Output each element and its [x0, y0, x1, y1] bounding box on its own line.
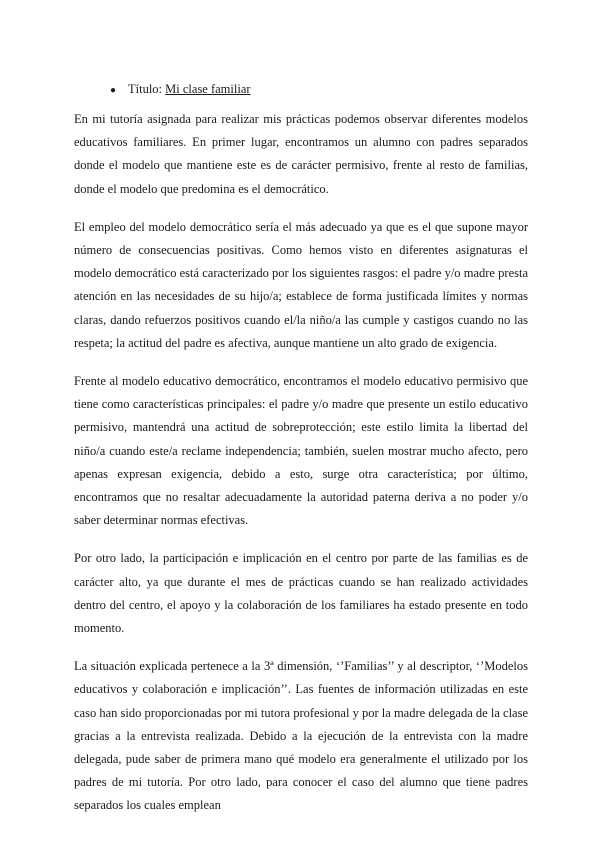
bullet-icon: ●	[110, 85, 117, 96]
paragraph-1: En mi tutoría asignada para realizar mis prácticas podemos observar diferentes modelos educativos familiares. En primer lugar, encontramos un alumno con padres separados donde el modelo que mantiene este es de carácter permisivo, frente al resto de familias, donde el modelo que predomina es el democrático.	[74, 112, 528, 196]
paragraph-5: La situación explicada pertenece a la 3ª dimensión, ‘’Familias’’ y al descriptor, ‘’Modelos educativos y colaboración e implicación’’. Las fuentes de información utilizadas en este caso han sido proporcionadas por mi tutora profesional y por la madre delegada de la clase gracias a la entrevista realizada. Debido a la ejecución de la entrevista con la madre delegada, pude saber de primera mano qué modelo era generalmente el utilizado por los padres de mi tutoría. Por otro lado, para conocer el caso del alumno que tiene padres separados los cuales emplean	[74, 659, 528, 813]
title-value: Mi clase familiar	[165, 82, 251, 96]
paragraph-4: Por otro lado, la participación e implicación en el centro por parte de las familias es de carácter alto, ya que durante el mes de prácticas cuando se han realizado actividades dentro del centro, el apoyo y la colaboración de los familiares ha estado presente en todo momento.	[74, 551, 528, 636]
document-title	[110, 80, 251, 100]
paragraph-3: Frente al modelo educativo democrático, encontramos el modelo educativo permisivo que tiene como características principales: el padre y/o madre que presente un estilo educativo permisivo, mantendrá una actitud de sobreprotección; este estilo limita la libertad del niño/a cuando este/a reclame independencia; también, suelen mostrar mucho afecto, pero apenas expresan exigencia, debido a esto, surge otra característica; por último, encontramos que no resaltar adecuadamente la autoridad paterna deriva a no poder y/o saber determinar normas efectivas.	[74, 374, 528, 528]
title-label: Título:	[128, 82, 166, 96]
document-body	[74, 108, 528, 833]
paragraph-2: El empleo del modelo democrático sería el más adecuado ya que es el que supone mayor número de consecuencias positivas. Como hemos visto en diferentes asignaturas el modelo democrático está caracterizado por los siguientes rasgos: el padre y/o madre presta atención en las necesidades de su hijo/a; establece de forma justificada límites y normas claras, dando refuerzos positivos cuando el/la niño/a las cumple y castigos cuando no las respeta; la actitud del padre es afectiva, aunque mantiene un alto grado de exigencia.	[74, 219, 528, 350]
